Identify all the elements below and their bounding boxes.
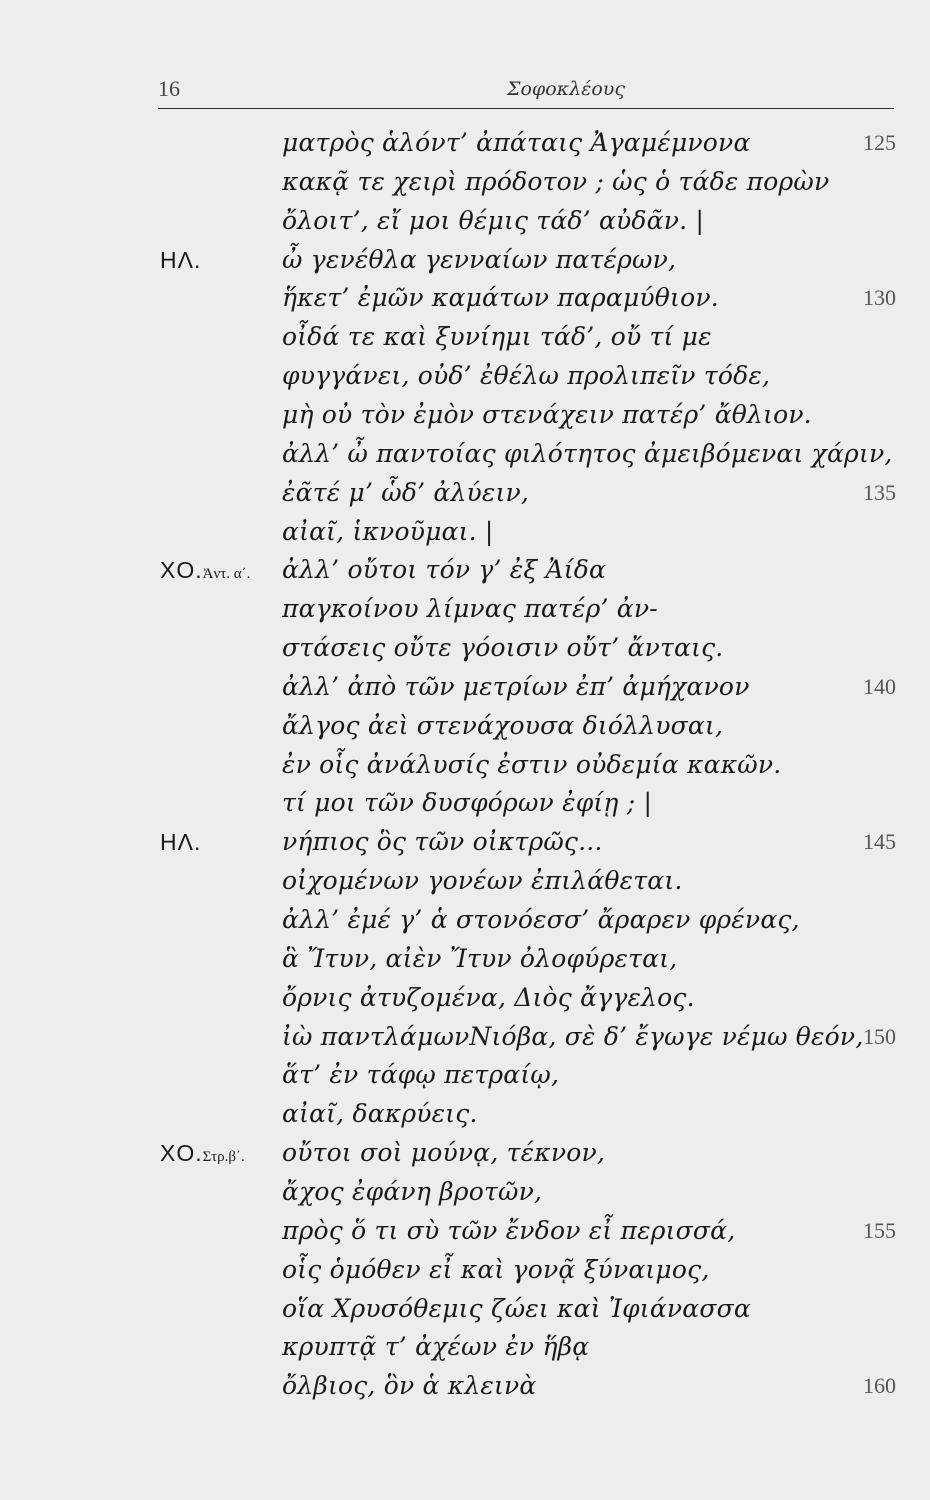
verse-line bbox=[0, 823, 930, 861]
verse-text: μὴ οὐ τὸν ἐμὸν στενάχειν πατέρ’ ἄθλιον. bbox=[282, 399, 812, 429]
verse-line bbox=[0, 551, 930, 589]
verse-line bbox=[0, 163, 930, 201]
speaker-label bbox=[160, 1134, 245, 1176]
verse-text: ματρὸς ἁλόντ’ ἀπάταις Ἀγαμέμνονα bbox=[282, 128, 751, 157]
verse-text: αἰαῖ, ἱκνοῦμαι. | bbox=[282, 516, 494, 546]
page-header bbox=[158, 74, 894, 109]
verse-line bbox=[0, 668, 930, 706]
verse-text: ἅτ’ ἐν τάφῳ πετραίῳ, bbox=[282, 1060, 560, 1090]
line-number: 135 bbox=[863, 479, 896, 505]
verse-text: οἵα Χρυσόθεμις ζώει καὶ Ἰφιάνασσα bbox=[282, 1293, 751, 1323]
line-number: 125 bbox=[863, 130, 896, 155]
verse-line bbox=[0, 318, 930, 356]
verse-text: ὦ γενέθλα γενναίων πατέρων, bbox=[282, 244, 677, 274]
verse-line bbox=[0, 1328, 930, 1366]
verse-text: οὔτοι σοὶ μούνᾳ, τέκνον, bbox=[282, 1138, 606, 1168]
line-number: 140 bbox=[863, 673, 896, 699]
verse-line bbox=[0, 1290, 930, 1328]
verse-text: στάσεις οὔτε γόοισιν οὔτ’ ἄνταις. bbox=[282, 633, 724, 663]
verse-text: κακᾷ τε χειρὶ πρόδοτον ; ὡς ὁ τάδε πορὼν bbox=[282, 166, 830, 196]
verse-text: ἄλγος ἀεὶ στενάχουσα διόλλυσαι, bbox=[282, 710, 724, 740]
verse-text: ἥκετ’ ἐμῶν καμάτων παραμύθιον. bbox=[282, 283, 719, 313]
speaker-label bbox=[160, 241, 201, 283]
verse-text: ἀλλ’ ὦ παντοίας φιλότητος ἀμειβόμεναι χάριν, bbox=[282, 438, 893, 468]
verse-line bbox=[0, 513, 930, 551]
verse-text: πρὸς ὅ τι σὺ τῶν ἔνδον εἶ περισσά, bbox=[282, 1215, 736, 1245]
verse-text: νήπιος ὃς τῶν οἰκτρῶς... bbox=[282, 827, 603, 857]
verse-text: αἰαῖ, δακρύεις. bbox=[282, 1099, 478, 1129]
stanza-marker: Ἀντ. α΄. bbox=[202, 566, 251, 583]
verse-line bbox=[0, 124, 930, 162]
verse-text: ὄρνις ἀτυζομένα, Διὸς ἄγγελος. bbox=[282, 982, 695, 1012]
verse-line bbox=[0, 746, 930, 784]
verse-line bbox=[0, 435, 930, 473]
verse-line bbox=[0, 590, 930, 628]
speaker-name: ΧΟ. bbox=[160, 1140, 203, 1167]
verse-line bbox=[0, 202, 930, 240]
verse-text: ἀλλ’ ἐμέ γ’ ἁ στονόεσσ’ ἄραρεν φρένας, bbox=[282, 905, 800, 934]
verse-line bbox=[0, 940, 930, 978]
speaker-name: ΗΛ. bbox=[160, 829, 202, 856]
speaker-name: ΗΛ. bbox=[160, 246, 202, 273]
verse-line bbox=[0, 979, 930, 1017]
verse-line bbox=[0, 901, 930, 939]
verse-line bbox=[0, 707, 930, 745]
line-number: 145 bbox=[863, 829, 896, 855]
verse-text: ἃ Ἴτυν, αἰὲν Ἴτυν ὀλοφύρεται, bbox=[282, 943, 678, 973]
verse-text: οἶδά τε καὶ ξυνίημι τάδ’, οὔ τί με bbox=[282, 322, 712, 352]
verse-text: οἷς ὁμόθεν εἶ καὶ γονᾷ ξύναιμος, bbox=[282, 1254, 710, 1284]
line-number: 150 bbox=[863, 1023, 896, 1049]
verse-text: τί μοι τῶν δυσφόρων ἐφίῃ ; | bbox=[282, 788, 653, 818]
verse-line bbox=[0, 1134, 930, 1172]
speaker-label bbox=[160, 823, 201, 865]
line-number: 130 bbox=[863, 285, 896, 311]
verse-line bbox=[0, 629, 930, 667]
verse-text: ἐν οἷς ἀνάλυσίς ἐστιν οὐδεμία κακῶν. bbox=[282, 749, 782, 779]
verse-line bbox=[0, 1095, 930, 1133]
verse-line bbox=[0, 474, 930, 512]
verse-text: παγκοίνου λίμνας πατέρ’ ἀν- bbox=[282, 594, 658, 624]
verse-text: ἰὼ παντλάμωνΝιόβα, σὲ δ’ ἔγωγε νέμω θεόν, bbox=[282, 1021, 864, 1051]
verse-line bbox=[0, 1367, 930, 1405]
verse-line bbox=[0, 1173, 930, 1211]
verse-line bbox=[0, 241, 930, 279]
verse-text: ἄχος ἐφάνη βροτῶν, bbox=[282, 1176, 543, 1206]
speaker-label bbox=[160, 551, 250, 593]
verse-text: ἀλλ’ οὔτοι τόν γ’ ἐξ Ἀίδα bbox=[282, 555, 607, 585]
verse-line bbox=[0, 1251, 930, 1289]
verse-text: φυγγάνει, οὐδ’ ἐθέλω προλιπεῖν τόδε, bbox=[282, 361, 771, 391]
line-number: 160 bbox=[863, 1373, 896, 1399]
verse-line bbox=[0, 1018, 930, 1056]
stanza-marker: Στρ.β΄. bbox=[202, 1149, 245, 1166]
verse-line bbox=[0, 862, 930, 900]
page-number: 16 bbox=[158, 76, 180, 101]
verse-line bbox=[0, 1212, 930, 1250]
verse-line bbox=[0, 784, 930, 822]
verse-text: ὄλοιτ’, εἴ μοι θέμις τάδ’ αὐδᾶν. | bbox=[282, 205, 705, 235]
verse-line bbox=[0, 279, 930, 317]
verse-line bbox=[0, 1056, 930, 1094]
line-number: 155 bbox=[863, 1217, 896, 1243]
speaker-name: ΧΟ. bbox=[160, 557, 203, 584]
verse-line bbox=[0, 396, 930, 434]
running-title: Σοφοκλέους bbox=[507, 78, 625, 100]
verse-text: οἰχομένων γονέων ἐπιλάθεται. bbox=[282, 866, 683, 896]
verse-line bbox=[0, 357, 930, 395]
verse-text: ὄλβιος, ὃν ἁ κλεινὰ bbox=[282, 1371, 537, 1401]
verse-text: ἀλλ’ ἀπὸ τῶν μετρίων ἐπ’ ἀμήχανον bbox=[282, 671, 750, 701]
verse-text: κρυπτᾷ τ’ ἀχέων ἐν ἥβᾳ bbox=[282, 1332, 590, 1362]
verse-text: ἐᾶτέ μ’ ὧδ’ ἀλύειν, bbox=[282, 477, 530, 507]
